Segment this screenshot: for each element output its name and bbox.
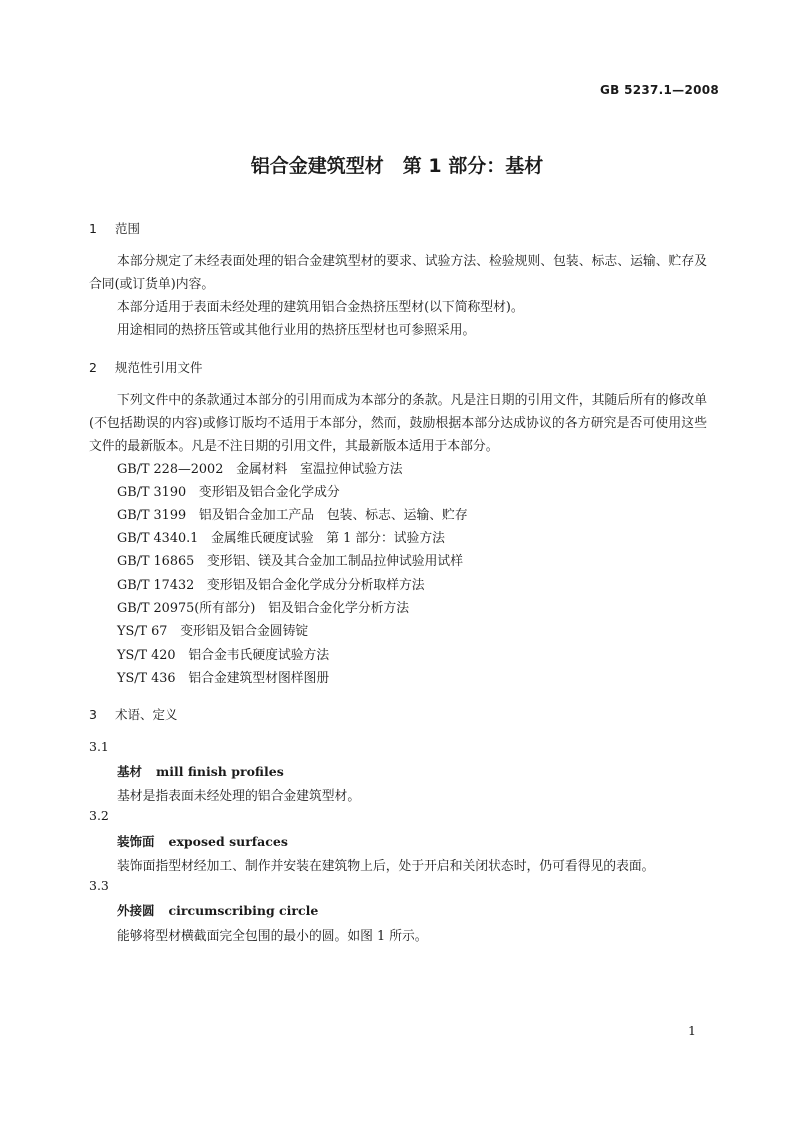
reference-code: GB/T 228—2002 [117,462,224,477]
standard-code: GB 5237.1—2008 [600,83,720,97]
term-zh: 外接圆 [117,903,155,918]
reference-title: 变形铝、镁及其合金加工制品拉伸试验用试样 [207,554,463,569]
reference-code: GB/T 4340.1 [117,531,199,546]
clause-number: 3.3 [89,878,109,893]
paragraph-applicability: 本部分适用于表面未经处理的建筑用铝合金热挤压型材(以下简称型材)。 [117,300,524,315]
reference-item [117,504,468,527]
section-2-heading [89,358,203,376]
reference-title: 金属维氏硬度试验 第 1 部分：试验方法 [211,531,445,546]
reference-item [117,481,340,504]
reference-item [117,644,329,667]
term-zh: 装饰面 [117,834,155,849]
term-definition: 基材是指表面未经处理的铝合金建筑型材。 [117,789,361,804]
reference-title: 变形铝及铝合金圆铸锭 [180,624,309,639]
reference-code: GB/T 16865 [117,554,195,569]
reference-item [117,550,463,573]
reference-code: YS/T 67 [117,624,168,639]
paragraph-scope: 本部分规定了未经表面处理的铝合金建筑型材的要求、试验方法、检验规则、包装、标志、运输、贮存及合同(或订货单)内容。 [89,254,707,292]
section-number: 2 [89,360,97,375]
reference-item [117,597,409,620]
reference-title: 金属材料 室温拉伸试验方法 [236,462,403,477]
section-title: 范围 [115,221,141,236]
reference-code: YS/T 420 [117,648,176,663]
section-title: 术语、定义 [115,707,178,722]
reference-item [117,667,329,690]
reference-code: GB/T 3199 [117,508,187,523]
page-number: 1 [688,1023,696,1038]
term-entry [117,832,288,850]
reference-item [117,574,425,597]
term-entry [117,762,284,780]
term-definition: 装饰面指型材经加工、制作并安装在建筑物上后，处于开启和关闭状态时，仍可看得见的表面。 [117,859,655,874]
reference-title: 铝合金建筑型材图样图册 [188,671,330,686]
reference-code: GB/T 3190 [117,485,187,500]
clause-number: 3.1 [89,739,109,754]
term-definition: 能够将型材横截面完全包围的最小的圆。如图 1 所示。 [117,929,428,944]
reference-code: GB/T 20975(所有部分) [117,601,256,616]
document-title: 铝合金建筑型材 第 1 部分：基材 [250,155,544,177]
reference-title: 变形铝及铝合金化学成分分析取样方法 [207,578,425,593]
term-en: mill finish profiles [156,764,284,779]
term-en: circumscribing circle [168,903,319,918]
reference-item [117,620,308,643]
reference-item [117,458,403,481]
section-1-heading [89,219,140,237]
section-number: 1 [89,221,97,236]
reference-code: GB/T 17432 [117,578,195,593]
section-3-heading [89,705,178,723]
term-entry [117,901,318,919]
reference-code: YS/T 436 [117,671,176,686]
reference-title: 铝及铝合金化学分析方法 [268,601,409,616]
reference-title: 铝合金韦氏硬度试验方法 [188,648,330,663]
reference-item [117,527,445,550]
section-number: 3 [89,707,97,722]
reference-title: 变形铝及铝合金化学成分 [198,485,340,500]
section-title: 规范性引用文件 [115,360,203,375]
reference-title: 铝及铝合金加工产品 包装、标志、运输、贮存 [198,508,468,523]
clause-number: 3.2 [89,808,109,823]
paragraph-reference-use: 用途相同的热挤压管或其他行业用的热挤压型材也可参照采用。 [117,323,476,338]
paragraph-normative-intro: 下列文件中的条款通过本部分的引用而成为本部分的条款。凡是注日期的引用文件，其随后所有的修改单(不包括勘误的内容)或修订版均不适用于本部分，然而，鼓励根据本部分达成协议的各方研究是否可使用这些文件的最新版本。凡是不注日期的引用文件，其最新版本适用于本部分。 [89,393,707,454]
term-en: exposed surfaces [168,834,288,849]
term-zh: 基材 [117,764,143,779]
